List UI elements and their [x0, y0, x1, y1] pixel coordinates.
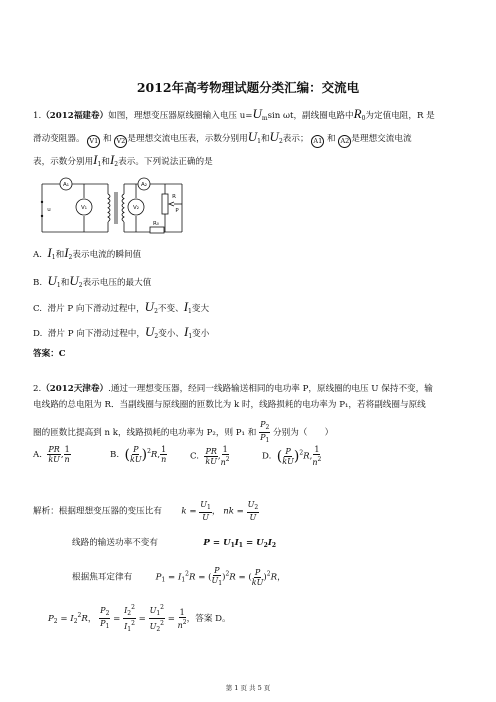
q2-number: 2.	[33, 384, 42, 394]
label-a1: A₁	[63, 182, 69, 188]
q2-text: .通过一理想变压器，经同一线路输送相同的电功率 P，原线圈的电压 U 保持不变，输	[108, 384, 433, 394]
q1-text: 表示；	[282, 134, 309, 144]
q1-text: 和	[60, 278, 70, 288]
option-label: A.	[33, 250, 42, 260]
option-label: B.	[33, 278, 43, 288]
q1-text: ，副线圈电路中	[293, 111, 354, 121]
sub-2: 2	[68, 254, 73, 261]
option-label: C.	[190, 451, 200, 462]
symbol-U2: U	[144, 324, 155, 339]
option-label: B.	[110, 450, 120, 460]
symbol-I1: I	[183, 299, 189, 314]
sub-2: 2	[154, 308, 158, 315]
q1-text: 和	[260, 134, 270, 144]
q2-option-a: A. $\frac{PR}{kU}$ , $\frac{1}{n}$	[33, 445, 70, 464]
sub-0: 0	[361, 115, 366, 122]
symbol-I2: I	[64, 245, 69, 260]
option-text: 不变、	[157, 304, 184, 314]
ammeter-a2-icon: A2	[338, 135, 351, 148]
q2-line3	[33, 420, 333, 445]
q1-text: 和	[101, 157, 110, 167]
transformer-circuit-diagram	[38, 172, 188, 238]
option-label: C.	[33, 304, 43, 314]
q1-option-a	[33, 247, 141, 264]
symbol-U: U	[252, 106, 262, 121]
label-a2: A₂	[141, 182, 147, 188]
q2-option-b: B. ( $\frac{P}{kU}$ )$^2$R, $\frac{1}{n}$	[110, 445, 167, 464]
symbol-I1: I	[47, 245, 52, 260]
sub-1: 1	[51, 254, 56, 261]
q1-text: 是理想交流电压表，示数分别用	[127, 134, 248, 144]
option-label: D.	[33, 329, 43, 339]
q2-line2: 电线路的总电阻为 R．当副线圈与原线圈的匝数比为 k 时，线路损耗的电功率为 P₁，若将副线圈与原线	[33, 400, 426, 410]
option-label: A.	[33, 450, 42, 460]
solution-text: 线路的输送功率不变有	[72, 538, 158, 548]
fraction-p2-p1: $\frac{P_2}{P_1}$	[260, 420, 270, 444]
sub-1: 1	[188, 308, 192, 315]
page-title: 2012年高考物理试题分类汇编：交流电	[136, 80, 360, 95]
symbol-I1: I	[93, 152, 98, 167]
symbol-U1: U	[247, 129, 258, 144]
q1-text: 和	[327, 134, 336, 144]
option-text: 滑片 P 向下滑动过程中，	[47, 329, 145, 339]
terminal-dot	[41, 201, 43, 203]
q2-solution-3: 根据焦耳定律有 $P_1 = I_1^2R$ = ( $\frac{P}{U_1}$ )$^2$R = ( $\frac{P}{kU}$ )$^2$R，	[72, 566, 286, 587]
solution-text: 根据焦耳定律有	[72, 572, 133, 583]
sub-2: 2	[154, 333, 159, 340]
solution-answer: ，答案 D。	[186, 614, 231, 624]
option-text: 变大	[191, 304, 210, 314]
q1-option-c	[33, 301, 209, 318]
label-r0: R₀	[152, 221, 160, 227]
symbol-U2: U	[269, 129, 279, 144]
q2-option-d: D. ( $\frac{P}{kU}$ )$^2$R, $\frac{1}{n^2}$	[262, 445, 322, 467]
voltmeter-v1-icon: V1	[87, 135, 100, 148]
sub-2: 2	[78, 282, 83, 289]
q2-text: 圈的匝数比提高到 n k，线路损耗的电功率为 P₂，则 P₁ 和	[33, 428, 257, 438]
solution-text: 解析：根据理想变压器的变压比有	[33, 506, 162, 517]
q1-number: 1.	[33, 111, 42, 121]
sub-1: 1	[56, 282, 61, 289]
symbol-R0: R	[353, 106, 362, 121]
q1-option-d	[33, 326, 209, 343]
q1-line3	[33, 154, 213, 171]
q1-answer: 答案：C	[33, 349, 66, 359]
q2-tag: （2012天津卷）	[41, 384, 109, 394]
option-text: 变小	[192, 329, 210, 339]
q2-option-c: C. $\frac{PR}{kU}$ , $\frac{1}{n^2}$	[190, 445, 230, 467]
option-text: 变小、	[158, 329, 184, 339]
q1-text: 和	[103, 134, 112, 144]
q2-text: 分别为（ ）	[273, 428, 334, 438]
q1-line1	[33, 108, 435, 125]
symbol-U2: U	[69, 273, 79, 288]
q1-text: 如图，理想变压器原线圈输入电压 u=	[108, 111, 253, 121]
q1-text: 表示。下列说法正确的是	[118, 157, 213, 167]
sub-2: 2	[114, 161, 119, 168]
q2-solution-2: 线路的输送功率不变有 $P = U_1I_1 = U_2I_2$	[72, 538, 277, 549]
q1-line2	[33, 131, 412, 148]
q1-text: 滑动变阻器。	[33, 134, 85, 144]
q1-text: 是理想交流电流	[351, 134, 412, 144]
label-u: u	[47, 207, 51, 213]
sub-1: 1	[188, 333, 193, 340]
q2-solution-4: $P_2 = I_2^2R$， $\frac{P_2}{P_1}$ = $\frac{I_2^2}{I_1^2}$ = $\frac{U_1^2}{U_2^2}$ = $\frac{1}{n^2}$ ，答案 D。	[48, 604, 231, 633]
sub-1: 1	[97, 161, 102, 168]
label-r: R	[172, 194, 176, 200]
symbol-I2: I	[109, 152, 115, 167]
sub-m: m	[261, 115, 268, 122]
option-text: 滑片 P 向下滑动过程中，	[47, 304, 145, 314]
option-text: 表示电流的瞬间值	[72, 250, 142, 260]
label-p: P	[175, 208, 179, 214]
terminal-dot	[41, 215, 43, 217]
q2-line1	[33, 383, 433, 395]
sub-1: 1	[257, 138, 261, 145]
ammeter-a1-icon: A1	[311, 135, 324, 148]
q1-text: 表，示数分别用	[33, 157, 94, 167]
label-v1: V₁	[81, 205, 87, 211]
voltmeter-v2-icon: V2	[114, 135, 127, 148]
q2-solution-1: 解析：根据理想变压器的变压比有 k = $\frac{U_1}{U}$ ， nk = $\frac{U_2}{U}$	[33, 500, 259, 522]
symbol-U2: U	[144, 299, 155, 314]
symbol-I1: I	[184, 324, 189, 339]
option-text: 表示电压的最大值	[82, 278, 152, 288]
q1-text: sin ωt	[267, 111, 294, 121]
q1-option-b	[33, 275, 151, 292]
q1-tag: （2012福建卷）	[41, 111, 109, 121]
sub-2: 2	[278, 138, 283, 145]
q1-text: 和	[55, 250, 65, 260]
page-footer: 第 1 页 共 5 页	[225, 684, 271, 692]
symbol-U1: U	[47, 273, 57, 288]
q1-text: 为定值电阻，R 是	[365, 111, 435, 121]
label-v2: V₂	[133, 205, 139, 211]
option-label: D.	[262, 451, 272, 462]
